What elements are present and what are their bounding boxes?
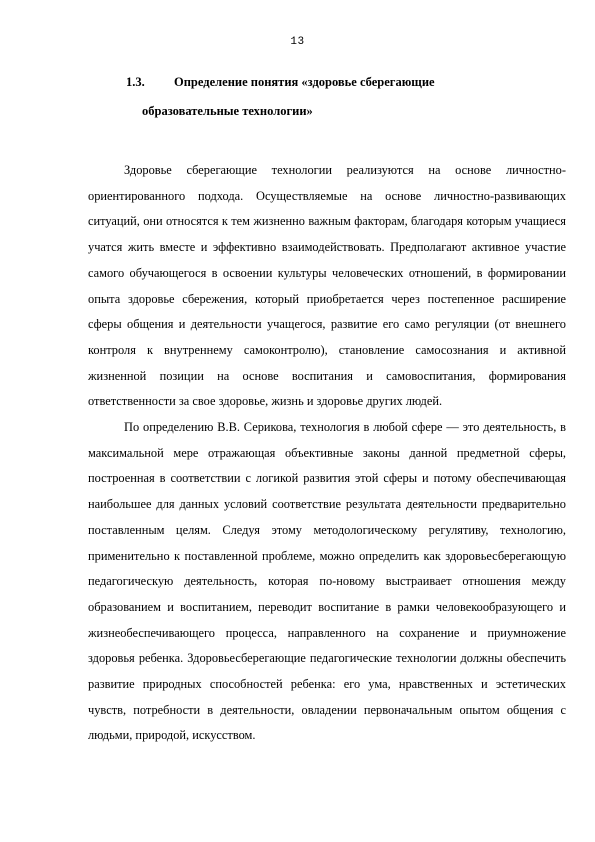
section-title-line-1: Определение понятия «здоровье сберегающие — [174, 75, 435, 89]
paragraph-2: По определению В.В. Серикова, технология в любой сфере — это деятельность, в максимальной мере отражающая объективные законы данной предметной сферы, построенная в соответствии с логикой развития этой сферы и потому обеспечивающая наибольшее для данных условий соответствие результата деятельности предварительно поставленным целям. Следуя этому методологическому регулятиву, технологию, применительно к поставленной проблеме, можно определить как здоровьесберегающую педагогическую деятельность, которая по-новому выстраивает отношения между образованием и воспитанием, переводит воспитание в рамки человекообразующего и жизнеобеспечивающего процесса, направленного на сохранение и приумножение здоровья ребенка. Здоровьесберегающие педагогические технологии должны обеспечить развитие природных способностей ребенка: его ума, нравственных и эстетических чувств, потребности в деятельности, овладении первоначальным опытом общения с людьми, природой, искусством. — [88, 420, 566, 743]
paragraph-1: Здоровье сберегающие технологии реализуются на основе личностно-ориентированного подхода. Осуществляемые на основе личностно-развивающих ситуаций, они относятся к тем жизненно важным факторам, благодаря которым учащиеся учатся жить вместе и эффективно взаимодействовать. Предполагают активное участие самого обучающегося в освоении культуры человеческих отношений, в формировании опыта здоровье сбережения, который приобретается через постепенное расширение сферы общения и деятельности учащегося, развитие его само регуляции (от внешнего контроля к внутреннему самоконтролю), становление самосознания и активной жизненной позиции на основе воспитания и самовоспитания, формирования ответственности за свое здоровье, жизнь и здоровье других людей. — [88, 163, 566, 409]
body-text — [88, 158, 566, 749]
section-number: 1.3. — [126, 75, 145, 89]
section-title-line-2: образовательные технологии» — [142, 104, 313, 118]
page-number: 13 — [290, 36, 305, 48]
